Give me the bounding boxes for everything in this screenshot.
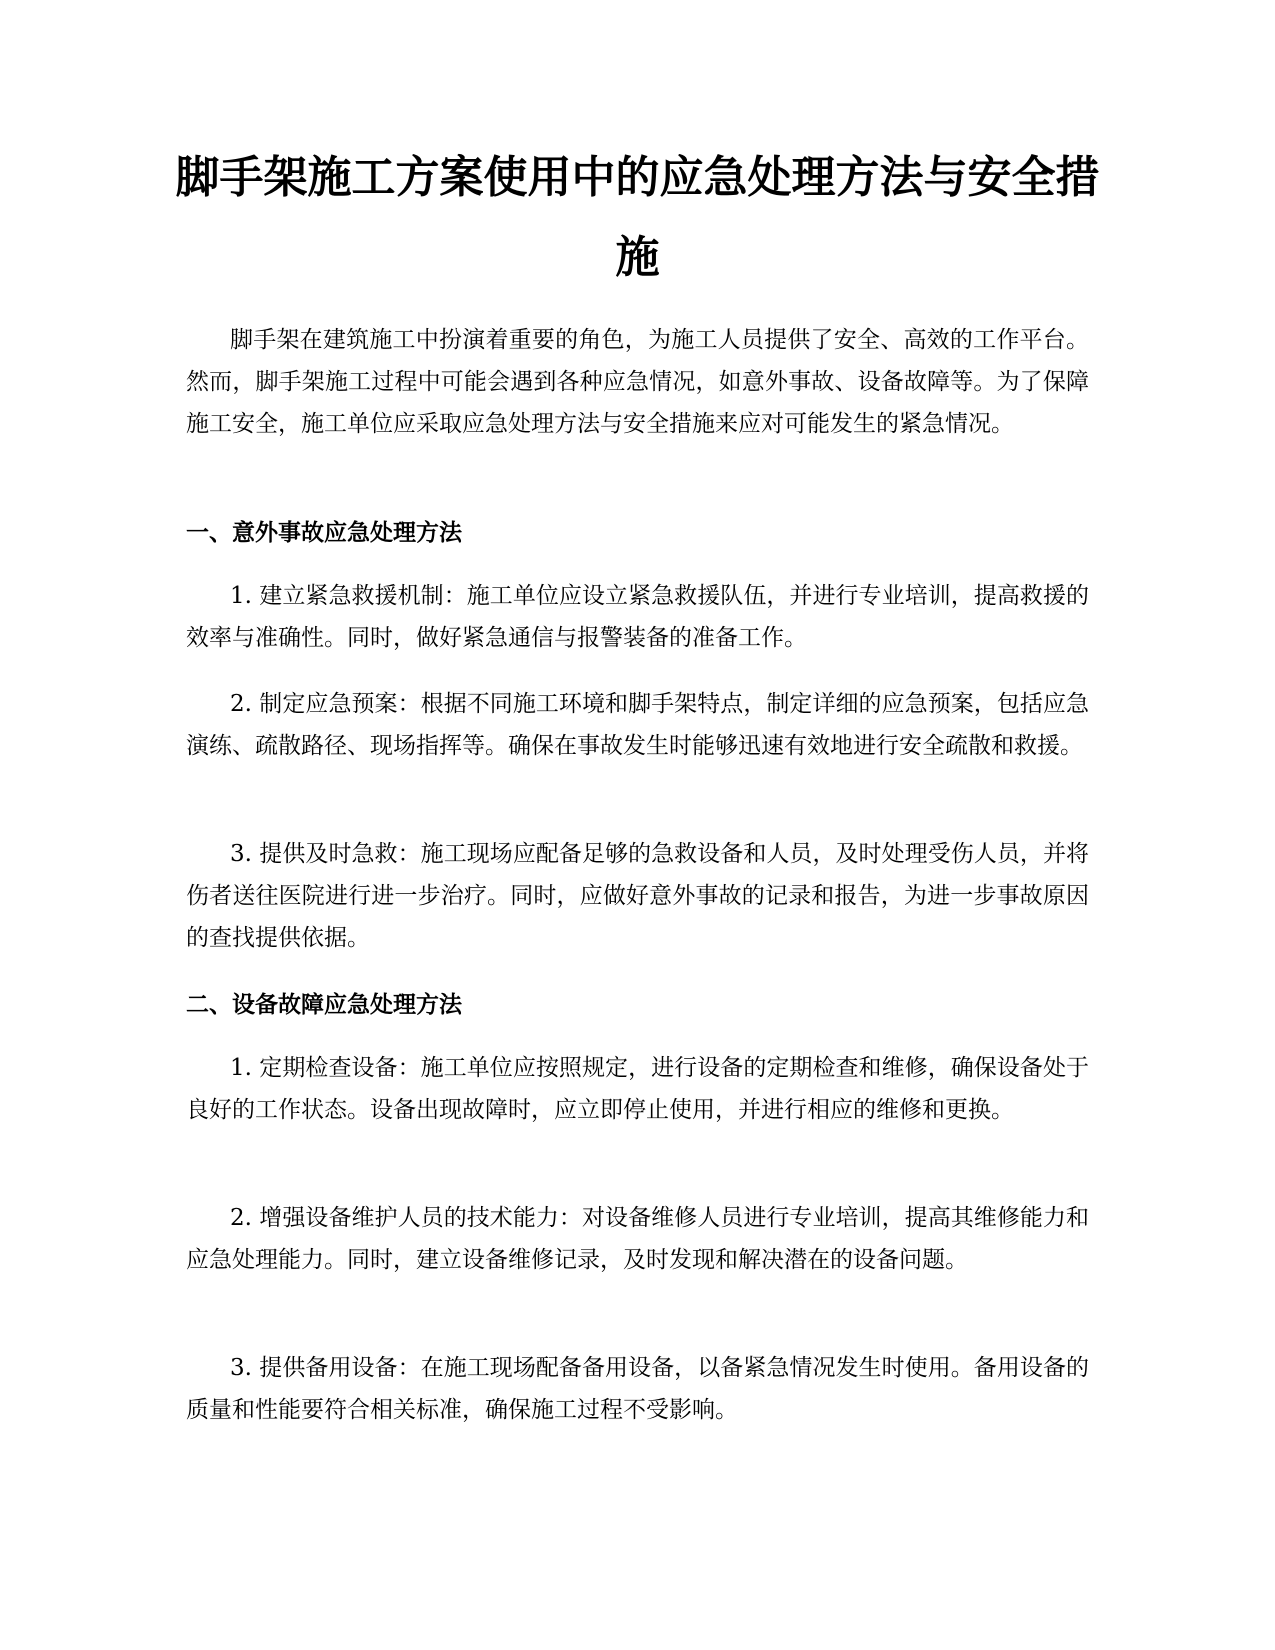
document-title: 脚手架施工方案使用中的应急处理方法与安全措施 bbox=[175, 152, 1100, 283]
list-item: 1. 建立紧急救援机制：施工单位应设立紧急救援队伍，并进行专业培训，提高救援的效率与准确性。同时，做好紧急通信与报警装备的准备工作。 bbox=[186, 583, 1089, 651]
list-item: 2. 制定应急预案：根据不同施工环境和脚手架特点，制定详细的应急预案，包括应急演练、疏散路径、现场指挥等。确保在事故发生时能够迅速有效地进行安全疏散和救援。 bbox=[186, 691, 1089, 759]
list-item: 3. 提供及时急救：施工现场应配备足够的急救设备和人员，及时处理受伤人员，并将伤者送往医院进行进一步治疗。同时，应做好意外事故的记录和报告，为进一步事故原因的查找提供依据。 bbox=[186, 841, 1089, 951]
section-heading-accident: 一、意外事故应急处理方法 bbox=[186, 520, 462, 546]
list-item: 2. 增强设备维护人员的技术能力：对设备维修人员进行专业培训，提高其维修能力和应急处理能力。同时，建立设备维修记录，及时发现和解决潜在的设备问题。 bbox=[186, 1205, 1089, 1273]
intro-paragraph: 脚手架在建筑施工中扮演着重要的角色，为施工人员提供了安全、高效的工作平台。然而，脚手架施工过程中可能会遇到各种应急情况，如意外事故、设备故障等。为了保障施工安全，施工单位应采取应急处理方法与安全措施来应对可能发生的紧急情况。 bbox=[186, 327, 1089, 437]
section-heading-equipment: 二、设备故障应急处理方法 bbox=[186, 992, 462, 1018]
list-item: 3. 提供备用设备：在施工现场配备备用设备，以备紧急情况发生时使用。备用设备的质量和性能要符合相关标准，确保施工过程不受影响。 bbox=[186, 1355, 1089, 1423]
list-item: 1. 定期检查设备：施工单位应按照规定，进行设备的定期检查和维修，确保设备处于良好的工作状态。设备出现故障时，应立即停止使用，并进行相应的维修和更换。 bbox=[186, 1055, 1089, 1123]
